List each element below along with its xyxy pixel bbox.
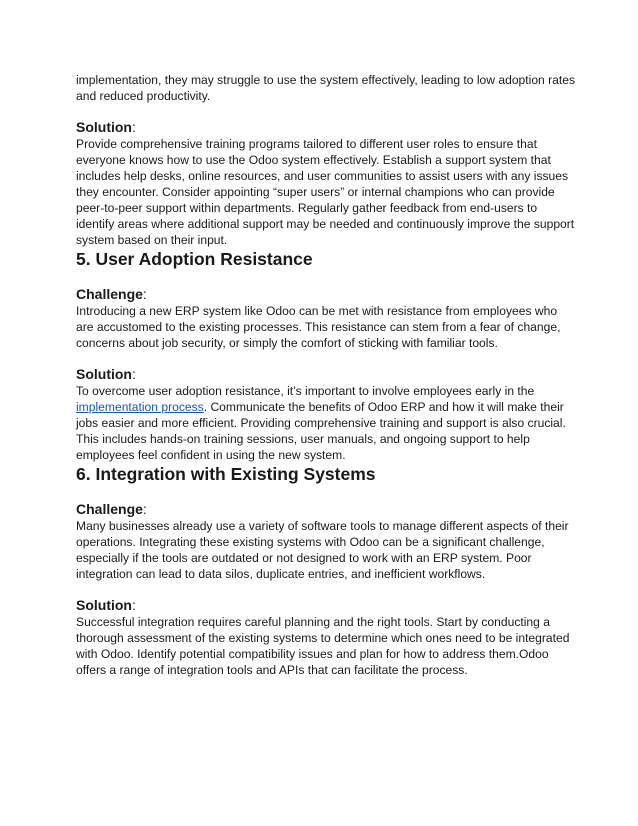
challenge-label-5-text: Challenge — [76, 286, 143, 302]
solution-label-5-text: Solution — [76, 366, 132, 382]
solution-paragraph-5-before-link: To overcome user adoption resistance, it’s important to involve employees early in the — [76, 384, 535, 398]
intro-paragraph: implementation, they may struggle to use the system effectively, leading to low adoption rates and reduced productivity. — [76, 73, 576, 103]
challenge-paragraph-5: Introducing a new ERP system like Odoo can be met with resistance from employees who are accustomed to the existing processes. This resistance can stem from a fear of change, concerns about job security, or simply the comfort of sticking with familiar tools. — [76, 304, 561, 350]
solution-label-6-text: Solution — [76, 597, 132, 613]
section-heading-6: 6. Integration with Existing Systems — [76, 464, 376, 484]
solution-paragraph-5-after-link: . Communicate the benefits of Odoo ERP and how it will make their jobs easier and more efficient. Providing comprehensive training and support is also crucial. This includes hands-on training sessions, user manuals, and ongoing support to help employees feel confident in using the new system. — [76, 400, 566, 462]
solution-label-6-colon: : — [132, 597, 136, 613]
solution-label-4-colon: : — [132, 119, 136, 135]
challenge-label-6-colon: : — [142, 501, 147, 517]
solution-paragraph-6: Successful integration requires careful planning and the right tools. Start by conducting a thorough assessment of the existing systems to determine which ones need to be integrated with Odoo. Identify potential compatibility issues and plan for how to address them.Odoo offers a range of integration tools and APIs that can facilitate the process. — [76, 615, 570, 677]
solution-label-4 — [76, 118, 576, 136]
solution-label-5 — [76, 365, 576, 383]
solution-label-5-colon: : — [132, 366, 136, 382]
implementation-process-link[interactable]: implementation process — [76, 400, 204, 414]
challenge-label-6-text: Challenge — [76, 501, 143, 517]
solution-paragraph-4: Provide comprehensive training programs tailored to different user roles to ensure that everyone knows how to use the Odoo system effectively. Establish a support system that includes help desks, online resources, and user communities to assist users with any issues they encounter. Consider appointing “super users” or internal champions who can provide peer-to-peer support within departments. Regularly gather feedback from end-users to identify areas where additional support may be needed and continuously improve the support system based on their input. — [76, 137, 575, 247]
section-heading-5: 5. User Adoption Resistance — [76, 249, 313, 269]
challenge-label-5-colon: : — [142, 286, 147, 302]
challenge-label-6 — [76, 500, 576, 518]
challenge-paragraph-6: Many businesses already use a variety of software tools to manage different aspects of their operations. Integrating these existing systems with Odoo can be a significant challenge, especially if the tools are outdated or not designed to work with an ERP system. Poor integration can lead to data silos, duplicate entries, and inefficient workflows. — [76, 519, 569, 581]
solution-paragraph-5 — [76, 383, 576, 463]
challenge-label-5 — [76, 285, 576, 303]
solution-label-4-text: Solution — [76, 119, 132, 135]
solution-label-6 — [76, 596, 576, 614]
